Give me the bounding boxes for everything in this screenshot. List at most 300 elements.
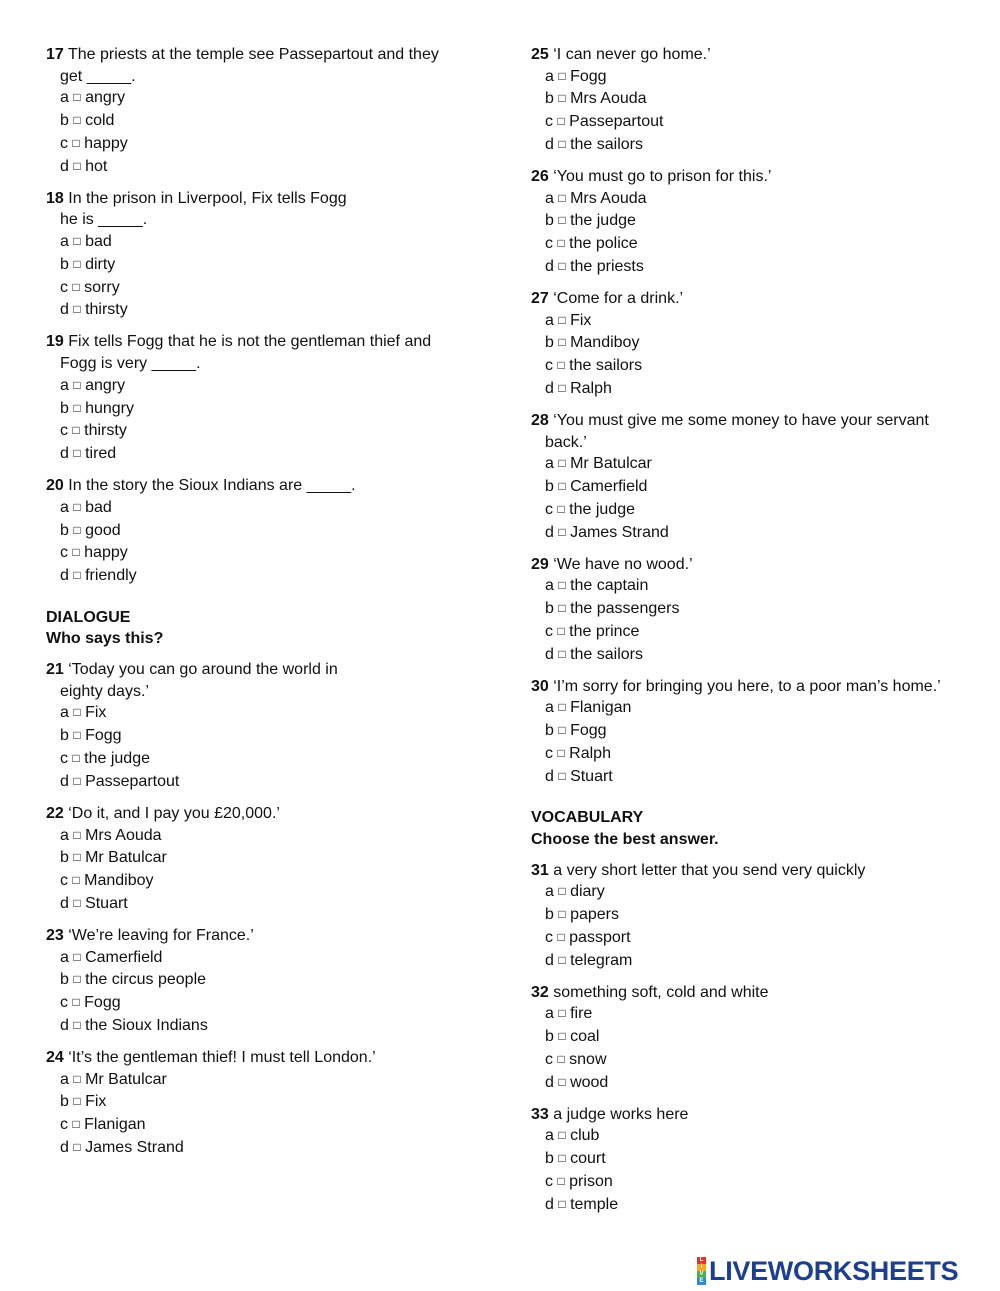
question-number: 29 bbox=[531, 555, 549, 573]
option-letter: b bbox=[60, 727, 69, 745]
answer-option-b[interactable] bbox=[46, 110, 486, 133]
answer-option-c[interactable] bbox=[46, 748, 486, 771]
section-instruction: Choose the best answer. bbox=[531, 831, 719, 848]
answer-option-c[interactable] bbox=[46, 420, 486, 443]
checkbox-icon[interactable]: □ bbox=[558, 136, 566, 151]
answer-option-b[interactable] bbox=[46, 725, 486, 748]
option-letter: b bbox=[60, 399, 69, 417]
checkbox-icon[interactable]: □ bbox=[72, 545, 80, 560]
option-text: hot bbox=[85, 157, 108, 175]
option-text: Ralph bbox=[569, 744, 611, 762]
option-text: angry bbox=[85, 89, 126, 107]
answer-option-c[interactable] bbox=[46, 133, 486, 156]
checkbox-icon[interactable]: □ bbox=[73, 1071, 81, 1086]
answer-option-c[interactable] bbox=[46, 1114, 486, 1137]
option-text: the captain bbox=[570, 577, 649, 595]
answer-option-c[interactable] bbox=[531, 1171, 971, 1194]
checkbox-icon[interactable]: □ bbox=[558, 1128, 566, 1143]
answer-option-c[interactable] bbox=[531, 621, 971, 644]
question-prompt bbox=[531, 860, 971, 882]
option-text: papers bbox=[570, 906, 619, 924]
option-text: Mr Batulcar bbox=[85, 849, 167, 867]
checkbox-icon[interactable]: □ bbox=[73, 1094, 81, 1109]
answer-option-a[interactable] bbox=[46, 375, 486, 398]
answer-option-b[interactable] bbox=[531, 904, 971, 927]
question-text: a judge works here bbox=[553, 1105, 689, 1123]
option-letter: d bbox=[60, 1016, 69, 1034]
question-31 bbox=[531, 860, 971, 973]
option-letter: c bbox=[545, 1050, 553, 1068]
question-number: 33 bbox=[531, 1105, 549, 1123]
question-text: ‘We have no wood.’ bbox=[553, 555, 693, 573]
option-text: the judge bbox=[84, 749, 150, 767]
answer-option-a[interactable] bbox=[46, 825, 486, 848]
option-letter: a bbox=[545, 577, 554, 595]
answer-option-d[interactable] bbox=[531, 644, 971, 667]
option-text: Mrs Aouda bbox=[85, 826, 162, 844]
question-prompt bbox=[46, 188, 486, 210]
option-text: the circus people bbox=[85, 971, 207, 989]
checkbox-icon[interactable]: □ bbox=[558, 456, 566, 471]
checkbox-icon[interactable]: □ bbox=[72, 135, 80, 150]
option-text: friendly bbox=[85, 566, 137, 584]
checkbox-icon[interactable]: □ bbox=[557, 623, 565, 638]
answer-option-c[interactable] bbox=[531, 1049, 971, 1072]
answer-option-b[interactable] bbox=[531, 332, 971, 355]
option-letter: c bbox=[545, 235, 553, 253]
question-prompt bbox=[46, 331, 486, 353]
answer-option-c[interactable] bbox=[46, 542, 486, 565]
checkbox-icon[interactable]: □ bbox=[73, 256, 81, 271]
answer-option-d[interactable] bbox=[531, 256, 971, 279]
checkbox-icon[interactable]: □ bbox=[558, 213, 566, 228]
option-text: the prince bbox=[569, 622, 640, 640]
option-text: tired bbox=[85, 444, 117, 462]
logo-mark-letter: V bbox=[697, 1271, 706, 1278]
logo-mark-letter: L bbox=[697, 1257, 706, 1264]
checkbox-icon[interactable]: □ bbox=[73, 90, 81, 105]
question-prompt bbox=[531, 44, 971, 66]
question-prompt bbox=[531, 166, 971, 188]
answer-option-a[interactable] bbox=[46, 1069, 486, 1092]
option-letter: b bbox=[545, 722, 554, 740]
question-number: 27 bbox=[531, 290, 549, 308]
checkbox-icon[interactable]: □ bbox=[73, 850, 81, 865]
option-text: coal bbox=[570, 1028, 600, 1046]
question-24 bbox=[46, 1047, 486, 1160]
checkbox-icon[interactable]: □ bbox=[558, 768, 566, 783]
option-text: the judge bbox=[570, 212, 636, 230]
option-letter: d bbox=[60, 566, 69, 584]
answer-option-d[interactable] bbox=[531, 1072, 971, 1095]
answer-option-b[interactable] bbox=[46, 969, 486, 992]
logo-text: LIVEWORKSHEETS bbox=[709, 1255, 959, 1286]
option-text: the passengers bbox=[570, 600, 680, 618]
question-text: ‘We’re leaving for France.’ bbox=[68, 926, 254, 944]
checkbox-icon[interactable]: □ bbox=[73, 499, 81, 514]
question-prompt bbox=[531, 410, 971, 432]
checkbox-icon[interactable]: □ bbox=[558, 907, 566, 922]
checkbox-icon[interactable]: □ bbox=[73, 400, 81, 415]
option-text: Stuart bbox=[85, 894, 128, 912]
checkbox-icon[interactable]: □ bbox=[558, 646, 566, 661]
checkbox-icon[interactable]: □ bbox=[557, 1051, 565, 1066]
answer-option-c[interactable] bbox=[46, 277, 486, 300]
checkbox-icon[interactable]: □ bbox=[558, 1074, 566, 1089]
option-letter: d bbox=[545, 645, 554, 663]
answer-option-d[interactable] bbox=[46, 1015, 486, 1038]
question-text: ‘It’s the gentleman thief! I must tell London.’ bbox=[68, 1048, 376, 1066]
option-text: the judge bbox=[569, 500, 635, 518]
answer-option-d[interactable] bbox=[531, 378, 971, 401]
option-letter: a bbox=[60, 1070, 69, 1088]
option-text: Passepartout bbox=[85, 772, 180, 790]
answer-option-b[interactable] bbox=[46, 520, 486, 543]
option-letter: b bbox=[545, 212, 554, 230]
option-text: Flanigan bbox=[84, 1115, 146, 1133]
checkbox-icon[interactable]: □ bbox=[73, 773, 81, 788]
option-letter: c bbox=[60, 871, 68, 889]
answer-option-b[interactable] bbox=[46, 254, 486, 277]
checkbox-icon[interactable]: □ bbox=[73, 1017, 81, 1032]
checkbox-icon[interactable]: □ bbox=[558, 258, 566, 273]
checkbox-icon[interactable]: □ bbox=[558, 700, 566, 715]
option-letter: d bbox=[60, 157, 69, 175]
option-text: Camerfield bbox=[85, 948, 163, 966]
answer-option-b[interactable] bbox=[531, 88, 971, 111]
option-text: Fogg bbox=[84, 993, 121, 1011]
checkbox-icon[interactable]: □ bbox=[72, 872, 80, 887]
option-text: Camerfield bbox=[570, 478, 648, 496]
checkbox-icon[interactable]: □ bbox=[558, 1029, 566, 1044]
answer-option-c[interactable] bbox=[531, 927, 971, 950]
question-number: 31 bbox=[531, 861, 549, 879]
checkbox-icon[interactable]: □ bbox=[72, 994, 80, 1009]
option-text: Fogg bbox=[570, 67, 607, 85]
checkbox-icon[interactable]: □ bbox=[558, 952, 566, 967]
option-text: Fix bbox=[570, 311, 592, 329]
question-22 bbox=[46, 803, 486, 916]
question-number: 19 bbox=[46, 333, 64, 351]
option-letter: c bbox=[545, 928, 553, 946]
answer-option-a[interactable] bbox=[46, 702, 486, 725]
checkbox-icon[interactable]: □ bbox=[73, 1139, 81, 1154]
question-text: The priests at the temple see Passepartout and they bbox=[67, 46, 439, 63]
question-28 bbox=[531, 410, 971, 544]
option-letter: b bbox=[60, 849, 69, 867]
answer-option-b[interactable] bbox=[531, 1148, 971, 1171]
option-letter: d bbox=[60, 444, 69, 462]
answer-option-a[interactable] bbox=[531, 310, 971, 333]
option-letter: a bbox=[545, 67, 554, 85]
question-27 bbox=[531, 288, 971, 401]
option-letter: b bbox=[545, 90, 554, 108]
question-text: ‘Do it, and I pay you £20,000.’ bbox=[68, 804, 280, 822]
checkbox-icon[interactable]: □ bbox=[558, 190, 566, 205]
answer-option-a[interactable] bbox=[531, 1125, 971, 1148]
checkbox-icon[interactable]: □ bbox=[558, 380, 566, 395]
answer-option-d[interactable] bbox=[46, 299, 486, 322]
answer-option-d[interactable] bbox=[46, 771, 486, 794]
checkbox-icon[interactable]: □ bbox=[73, 895, 81, 910]
question-number: 25 bbox=[531, 46, 549, 63]
option-letter: c bbox=[60, 278, 68, 296]
checkbox-icon[interactable]: □ bbox=[72, 423, 80, 438]
question-number: 20 bbox=[46, 477, 64, 495]
option-text: the police bbox=[569, 235, 638, 253]
option-text: angry bbox=[85, 376, 126, 394]
question-text: ‘Today you can go around the world in bbox=[68, 661, 338, 679]
option-letter: d bbox=[545, 1073, 554, 1091]
option-letter: b bbox=[60, 1093, 69, 1111]
option-text: Mrs Aouda bbox=[570, 189, 647, 207]
checkbox-icon[interactable]: □ bbox=[73, 113, 81, 128]
answer-option-c[interactable] bbox=[531, 355, 971, 378]
checkbox-icon[interactable]: □ bbox=[73, 158, 81, 173]
checkbox-icon[interactable]: □ bbox=[558, 91, 566, 106]
option-letter: c bbox=[60, 993, 68, 1011]
answer-option-c[interactable] bbox=[46, 992, 486, 1015]
option-letter: c bbox=[60, 134, 68, 152]
left-column bbox=[46, 44, 486, 1169]
question-number: 17 bbox=[46, 46, 64, 63]
checkbox-icon[interactable]: □ bbox=[558, 312, 566, 327]
checkbox-icon[interactable]: □ bbox=[558, 1196, 566, 1211]
checkbox-icon[interactable]: □ bbox=[73, 377, 81, 392]
question-number: 22 bbox=[46, 804, 64, 822]
answer-option-d[interactable] bbox=[46, 565, 486, 588]
liveworksheets-logo[interactable] bbox=[697, 1256, 958, 1286]
option-text: Passepartout bbox=[569, 113, 664, 131]
checkbox-icon[interactable]: □ bbox=[73, 827, 81, 842]
answer-option-b[interactable] bbox=[531, 598, 971, 621]
checkbox-icon[interactable]: □ bbox=[558, 723, 566, 738]
checkbox-icon[interactable]: □ bbox=[558, 884, 566, 899]
option-text: club bbox=[570, 1127, 600, 1145]
option-text: fire bbox=[570, 1005, 593, 1023]
checkbox-icon[interactable]: □ bbox=[558, 1151, 566, 1166]
option-text: happy bbox=[84, 544, 128, 562]
checkbox-icon[interactable]: □ bbox=[557, 1173, 565, 1188]
answer-option-b[interactable] bbox=[46, 847, 486, 870]
question-prompt bbox=[46, 659, 486, 681]
question-number: 32 bbox=[531, 983, 549, 1001]
section-header bbox=[46, 607, 486, 650]
section-title: VOCABULARY bbox=[531, 809, 644, 827]
answer-option-c[interactable] bbox=[531, 233, 971, 256]
checkbox-icon[interactable]: □ bbox=[557, 114, 565, 129]
option-text: the sailors bbox=[569, 357, 643, 375]
logo-mark-icon bbox=[697, 1257, 706, 1285]
answer-option-a[interactable] bbox=[531, 697, 971, 720]
option-text: Fogg bbox=[85, 727, 122, 745]
question-prompt bbox=[46, 1047, 486, 1069]
answer-option-b[interactable] bbox=[531, 1026, 971, 1049]
question-prompt bbox=[46, 803, 486, 825]
question-number: 21 bbox=[46, 661, 64, 679]
answer-option-d[interactable] bbox=[531, 522, 971, 545]
option-text: diary bbox=[570, 883, 605, 901]
option-text: Flanigan bbox=[570, 699, 632, 717]
option-letter: d bbox=[60, 894, 69, 912]
option-text: Mrs Aouda bbox=[570, 90, 647, 108]
option-text: Fix bbox=[85, 1093, 107, 1111]
option-text: bad bbox=[85, 233, 112, 251]
checkbox-icon[interactable]: □ bbox=[557, 745, 565, 760]
option-letter: b bbox=[545, 906, 554, 924]
checkbox-icon[interactable]: □ bbox=[72, 750, 80, 765]
checkbox-icon[interactable]: □ bbox=[73, 567, 81, 582]
answer-option-a[interactable] bbox=[531, 575, 971, 598]
option-letter: c bbox=[545, 1172, 553, 1190]
option-letter: d bbox=[60, 1138, 69, 1156]
answer-option-b[interactable] bbox=[46, 398, 486, 421]
checkbox-icon[interactable]: □ bbox=[557, 501, 565, 516]
option-letter: b bbox=[545, 1150, 554, 1168]
checkbox-icon[interactable]: □ bbox=[557, 236, 565, 251]
answer-option-c[interactable] bbox=[531, 743, 971, 766]
option-text: snow bbox=[569, 1050, 607, 1068]
option-text: Mandiboy bbox=[84, 871, 154, 889]
option-text: James Strand bbox=[570, 523, 669, 541]
question-prompt bbox=[531, 982, 971, 1004]
question-text-continued: he is _____. bbox=[60, 211, 148, 229]
option-letter: a bbox=[545, 1005, 554, 1023]
answer-option-d[interactable] bbox=[46, 443, 486, 466]
option-text: hungry bbox=[85, 399, 134, 417]
option-letter: c bbox=[545, 622, 553, 640]
question-number: 30 bbox=[531, 677, 549, 695]
answer-option-b[interactable] bbox=[531, 720, 971, 743]
checkbox-icon[interactable]: □ bbox=[557, 358, 565, 373]
option-letter: d bbox=[545, 951, 554, 969]
answer-option-d[interactable] bbox=[531, 950, 971, 973]
answer-option-d[interactable] bbox=[531, 1194, 971, 1217]
answer-option-b[interactable] bbox=[531, 476, 971, 499]
answer-option-a[interactable] bbox=[531, 66, 971, 89]
answer-option-a[interactable] bbox=[531, 188, 971, 211]
option-text: the Sioux Indians bbox=[85, 1016, 208, 1034]
option-letter: b bbox=[545, 600, 554, 618]
option-letter: b bbox=[545, 334, 554, 352]
option-text: the priests bbox=[570, 257, 644, 275]
option-text: sorry bbox=[84, 278, 120, 296]
option-letter: d bbox=[60, 301, 69, 319]
checkbox-icon[interactable]: □ bbox=[73, 949, 81, 964]
answer-option-c[interactable] bbox=[531, 111, 971, 134]
option-text: good bbox=[85, 521, 121, 539]
checkbox-icon[interactable]: □ bbox=[73, 522, 81, 537]
answer-option-c[interactable] bbox=[46, 870, 486, 893]
answer-option-d[interactable] bbox=[531, 766, 971, 789]
checkbox-icon[interactable]: □ bbox=[558, 68, 566, 83]
checkbox-icon[interactable]: □ bbox=[73, 705, 81, 720]
option-letter: a bbox=[60, 233, 69, 251]
option-letter: c bbox=[60, 749, 68, 767]
question-number: 26 bbox=[531, 168, 549, 186]
checkbox-icon[interactable]: □ bbox=[558, 524, 566, 539]
question-prompt bbox=[531, 288, 971, 310]
question-33 bbox=[531, 1104, 971, 1217]
checkbox-icon[interactable]: □ bbox=[558, 479, 566, 494]
section-instruction: Who says this? bbox=[46, 630, 164, 648]
question-number: 28 bbox=[531, 412, 549, 430]
answer-option-a[interactable] bbox=[46, 231, 486, 254]
option-text: Fix bbox=[85, 704, 107, 722]
option-text: prison bbox=[569, 1172, 613, 1190]
question-30 bbox=[531, 676, 971, 789]
answer-option-a[interactable] bbox=[531, 453, 971, 476]
option-letter: b bbox=[545, 478, 554, 496]
answer-option-a[interactable] bbox=[46, 947, 486, 970]
answer-option-d[interactable] bbox=[46, 156, 486, 179]
checkbox-icon[interactable]: □ bbox=[558, 578, 566, 593]
option-letter: c bbox=[60, 544, 68, 562]
question-21 bbox=[46, 659, 486, 793]
question-prompt bbox=[46, 925, 486, 947]
checkbox-icon[interactable]: □ bbox=[558, 1006, 566, 1021]
question-text: In the story the Sioux Indians are _____. bbox=[68, 477, 356, 495]
checkbox-icon[interactable]: □ bbox=[558, 601, 566, 616]
option-letter: d bbox=[545, 767, 554, 785]
option-letter: a bbox=[545, 1127, 554, 1145]
option-letter: a bbox=[60, 376, 69, 394]
option-letter: a bbox=[545, 189, 554, 207]
option-letter: b bbox=[60, 255, 69, 273]
answer-option-a[interactable] bbox=[531, 881, 971, 904]
option-text: passport bbox=[569, 928, 631, 946]
option-letter: c bbox=[60, 1115, 68, 1133]
answer-option-b[interactable] bbox=[46, 1091, 486, 1114]
option-text: cold bbox=[85, 112, 115, 130]
question-text-continued: get _____. bbox=[60, 67, 136, 85]
question-text: Fix tells Fogg that he is not the gentleman thief and bbox=[68, 333, 432, 351]
answer-option-a[interactable] bbox=[531, 1003, 971, 1026]
question-text-continued: Fogg is very _____. bbox=[60, 355, 201, 373]
option-text: bad bbox=[85, 498, 112, 516]
option-letter: a bbox=[60, 948, 69, 966]
answer-option-d[interactable] bbox=[46, 1137, 486, 1160]
option-letter: a bbox=[60, 704, 69, 722]
answer-option-b[interactable] bbox=[531, 210, 971, 233]
checkbox-icon[interactable]: □ bbox=[73, 972, 81, 987]
checkbox-icon[interactable]: □ bbox=[73, 234, 81, 249]
question-32 bbox=[531, 982, 971, 1095]
question-text: something soft, cold and white bbox=[553, 983, 769, 1001]
option-text: Mandiboy bbox=[570, 334, 640, 352]
question-text: ‘I can never go home.’ bbox=[553, 46, 711, 63]
answer-option-a[interactable] bbox=[46, 87, 486, 110]
checkbox-icon[interactable]: □ bbox=[72, 279, 80, 294]
question-23 bbox=[46, 925, 486, 1038]
option-text: Ralph bbox=[570, 379, 612, 397]
checkbox-icon[interactable]: □ bbox=[558, 335, 566, 350]
option-letter: a bbox=[545, 311, 554, 329]
answer-option-c[interactable] bbox=[531, 499, 971, 522]
checkbox-icon[interactable]: □ bbox=[73, 302, 81, 317]
question-prompt bbox=[531, 1104, 971, 1126]
checkbox-icon[interactable]: □ bbox=[557, 929, 565, 944]
right-column bbox=[531, 44, 971, 1226]
answer-option-d[interactable] bbox=[531, 134, 971, 157]
question-text: ‘Come for a drink.’ bbox=[553, 290, 684, 308]
checkbox-icon[interactable]: □ bbox=[73, 445, 81, 460]
answer-option-d[interactable] bbox=[46, 893, 486, 916]
checkbox-icon[interactable]: □ bbox=[73, 728, 81, 743]
answer-option-a[interactable] bbox=[46, 497, 486, 520]
question-number: 24 bbox=[46, 1048, 64, 1066]
checkbox-icon[interactable]: □ bbox=[72, 1116, 80, 1131]
